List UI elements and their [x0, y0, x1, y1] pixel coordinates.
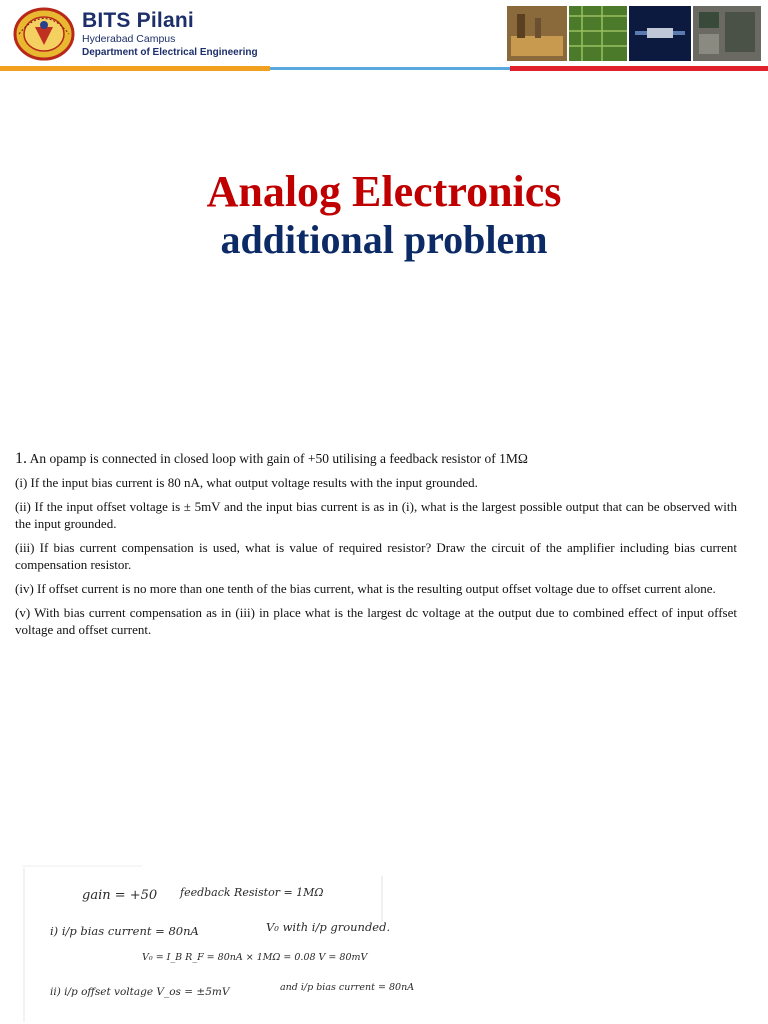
- brand-block: [82, 10, 258, 59]
- bits-seal-logo: [13, 7, 75, 61]
- problem-intro-text: An opamp is connected in closed loop with gain of +50 utilising a feedback resistor of 1MΩ: [29, 451, 528, 466]
- note-bias-current: i) i/p bias current = 80nA: [50, 924, 199, 938]
- problem-part-iii: (iii) If bias current compensation is used, what is value of required resistor? Draw the circuit of the amplifier including bias current compensation resistor.: [15, 540, 737, 572]
- handwritten-notes: [22, 862, 415, 1024]
- note-offset-voltage: ii) i/p offset voltage V_os = ±5mV: [50, 986, 230, 998]
- note-vo-calculation: V₀ = I_B R_F = 80nA × 1MΩ = 0.08 V = 80mV: [142, 952, 368, 963]
- problem-part-i: (i) If the input bias current is 80 nA, what output voltage results with the input grounded.: [15, 475, 478, 490]
- note-gain: gain = +50: [82, 888, 158, 903]
- brand-department: Department of Electrical Engineering: [82, 47, 258, 58]
- note-vo-grounded: V₀ with i/p grounded.: [266, 920, 391, 934]
- problem-number: 1.: [15, 450, 27, 467]
- brand-campus: Hyderabad Campus: [82, 33, 176, 45]
- header-photo-strip: [507, 6, 761, 61]
- brand-title: BITS Pilani: [82, 9, 194, 32]
- problem-intro: [15, 450, 737, 467]
- problem-part-v: (v) With bias current compensation as in (iii) in place what is the largest dc voltage at the output due to combined effect of input offset voltage and offset current.: [15, 605, 737, 637]
- note-feedback-resistor: feedback Resistor = 1MΩ: [180, 886, 324, 899]
- slide-title: [0, 168, 768, 262]
- problem-statement: [15, 450, 737, 645]
- header: [0, 0, 768, 72]
- problem-part-iv: (iv) If offset current is no more than one tenth of the bias current, what is the resulting output offset voltage due to offset current alone.: [15, 581, 716, 596]
- title-sub: additional problem: [220, 217, 548, 262]
- header-divider: [0, 66, 768, 71]
- title-main: Analog Electronics: [206, 167, 562, 216]
- problem-part-ii: (ii) If the input offset voltage is ± 5mV and the input bias current is as in (i), what is the largest possible output that can be observed with the input grounded.: [15, 499, 737, 531]
- note-bias-current-repeat: and i/p bias current = 80nA: [280, 982, 415, 993]
